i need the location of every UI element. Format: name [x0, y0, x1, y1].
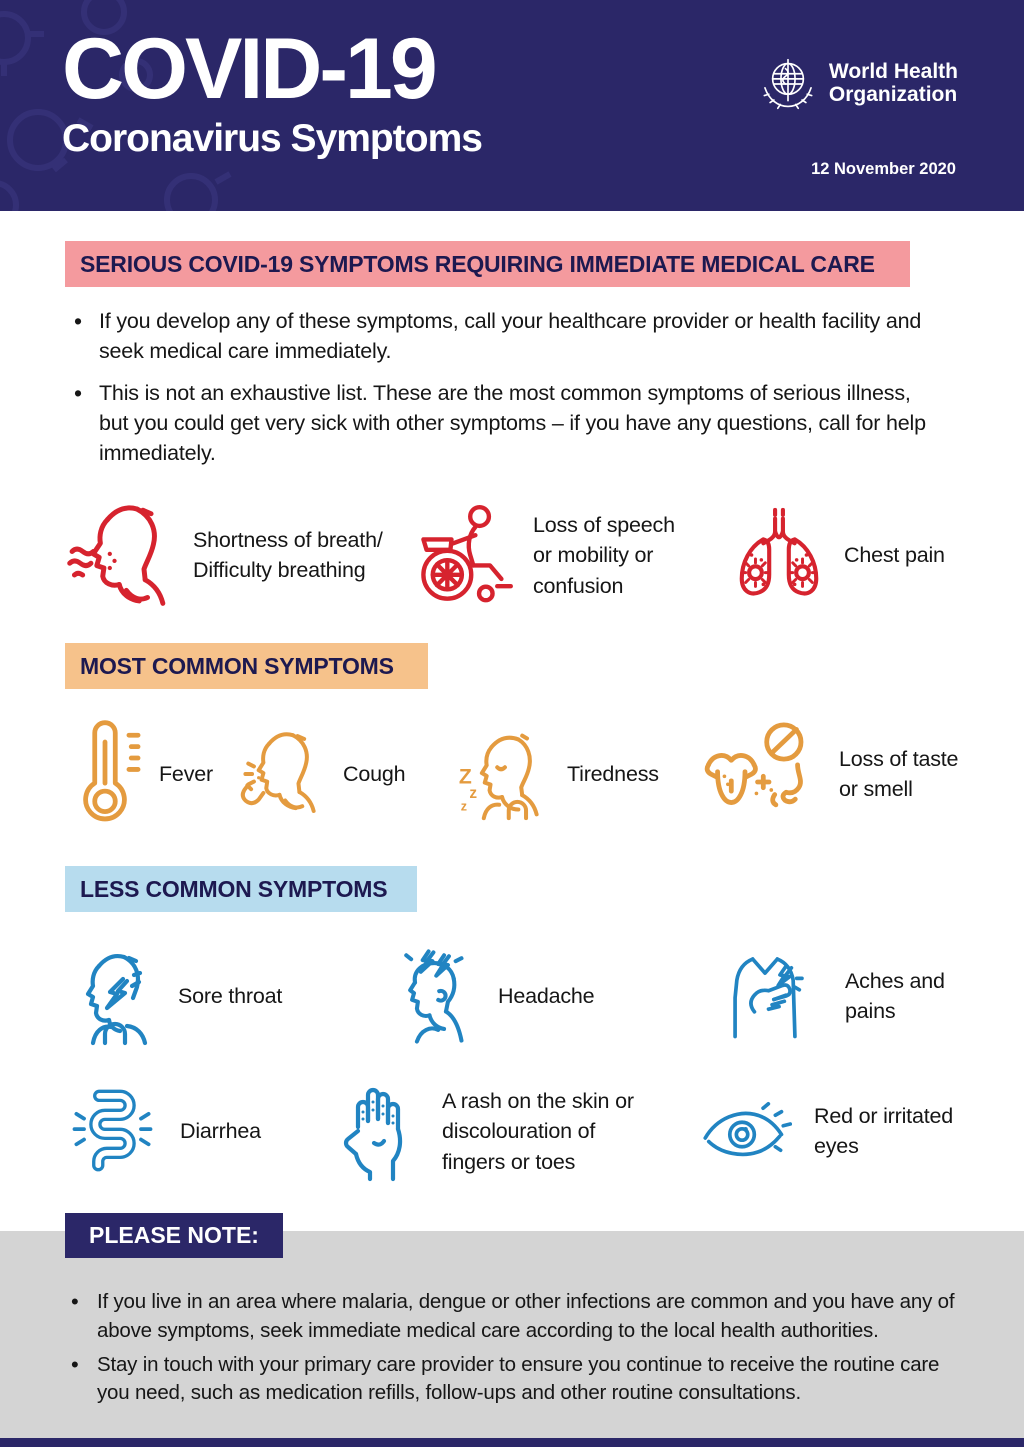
lungs-infection-icon [730, 499, 828, 611]
symptom-item [700, 1098, 964, 1164]
symptom-label: Loss of speech or mobility or confusion [533, 512, 675, 598]
symptom-label: Aches and pains [845, 968, 945, 1024]
symptom-label: Diarrhea [180, 1119, 261, 1144]
irritated-eye-icon [700, 1098, 792, 1164]
symptom-label: A rash on the skin or discolouration of fingers or toes [442, 1088, 634, 1174]
symptom-item [65, 717, 221, 831]
note-bullet: • If you live in an area where malaria, dengue or other infections are common and you have any of above symptoms, seek immediate medical care according to the local health authorities. [65, 1288, 960, 1345]
page-subtitle: Coronavirus Symptoms [62, 116, 482, 160]
less-common-symptoms-row1 [65, 939, 1024, 1053]
symptom-label: Fever [159, 762, 213, 787]
note-bullets [65, 1288, 960, 1407]
intro-bullet: • If you develop any of these symptoms, call your healthcare provider or health facility and seek medical care immediately. [65, 307, 943, 366]
symptom-item [235, 717, 413, 831]
symptom-label: Red or irritated eyes [814, 1103, 953, 1159]
page-title: COVID-19 [62, 21, 435, 117]
symptom-item [384, 940, 613, 1052]
symptom-item [65, 1073, 280, 1189]
less-common-symptoms-row2 [65, 1069, 1024, 1193]
diarrhea-icon [65, 1073, 160, 1189]
symptom-item [697, 716, 974, 832]
most-common-symptoms-row [65, 715, 1024, 833]
note-section [0, 1222, 1024, 1438]
symptom-item [336, 1072, 642, 1190]
sore-throat-icon [65, 940, 160, 1052]
symptom-label: Chest pain [844, 543, 945, 568]
who-emblem-icon [756, 52, 820, 116]
loss-of-taste-smell-icon [697, 716, 825, 832]
serious-symptoms-row [65, 492, 1024, 618]
serious-intro-bullets [65, 307, 943, 468]
symptom-label: Headache [498, 984, 595, 1009]
svg-text:z: z [469, 785, 478, 803]
note-bullet: • Stay in touch with your primary care provider to ensure you continue to receive the routine care you need, such as medication refills, follow-ups and other routine consultations. [65, 1351, 960, 1408]
skin-rash-hand-icon [336, 1072, 416, 1190]
headache-icon [384, 940, 476, 1052]
bottom-navy-strip [0, 1438, 1024, 1447]
coughing-person-icon [235, 717, 325, 831]
symptom-label: Loss of taste or smell [839, 746, 959, 802]
wheelchair-icon [413, 498, 517, 612]
svg-text:z: z [460, 799, 467, 814]
most-common-symptoms-banner: MOST COMMON SYMPTOMS [65, 643, 428, 689]
symptom-label: Sore throat [178, 984, 283, 1009]
symptom-label: Cough [343, 762, 406, 787]
symptom-item [730, 499, 964, 611]
thermometer-icon [65, 717, 145, 831]
serious-symptoms-banner: SERIOUS COVID-19 SYMPTOMS REQUIRING IMMEDIATE MEDICAL CARE [65, 241, 910, 287]
please-note-banner: PLEASE NOTE: [65, 1213, 283, 1258]
aches-pains-icon [721, 940, 809, 1052]
intro-bullet: • This is not an exhaustive list. These are the most common symptoms of serious illness, but you could get very sick with other symptoms – if you have any questions, call for help immediately. [65, 379, 943, 468]
symptom-item [455, 716, 667, 832]
tired-person-icon [455, 716, 551, 832]
infographic-body [0, 211, 1024, 1193]
svg-text:Z: Z [458, 765, 472, 789]
publication-date: 12 November 2020 [811, 160, 956, 178]
who-logo [756, 52, 958, 116]
org-name-line1: World Health [828, 60, 958, 84]
symptom-item [413, 498, 698, 612]
less-common-symptoms-banner: LESS COMMON SYMPTOMS [65, 866, 417, 912]
shortness-of-breath-icon [65, 495, 177, 615]
header [0, 0, 1024, 211]
symptom-item [721, 940, 955, 1052]
symptom-item [65, 940, 300, 1052]
symptom-label: Shortness of breath/ Difficulty breathing [193, 527, 383, 583]
symptom-label: Tiredness [567, 762, 659, 787]
org-name-line2: Organization [828, 83, 958, 106]
symptom-item [65, 495, 383, 615]
